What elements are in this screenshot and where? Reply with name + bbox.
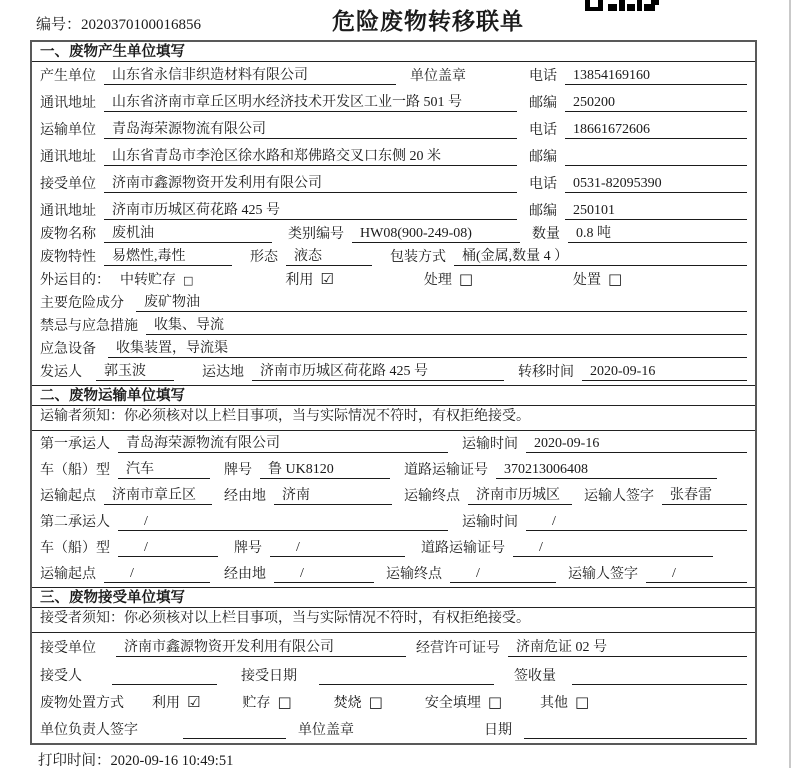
plate2-value: / xyxy=(270,540,405,557)
permit1-value: 370213006408 xyxy=(496,462,717,479)
permit1-label: 道路运输证号 xyxy=(404,463,488,478)
row-transporter xyxy=(32,116,755,143)
vehicle1-label: 车（船）型 xyxy=(40,463,110,478)
vehicle2-value: / xyxy=(118,540,218,557)
addr2-value: 山东省青岛市李沧区徐水路和郑佛路交叉口东侧 20 米 xyxy=(104,145,517,166)
addr3-value: 济南市历城区荷花路 425 号 xyxy=(104,199,517,220)
packaging-label: 包装方式 xyxy=(390,250,446,265)
sign-date-value xyxy=(524,723,747,739)
option-dispose xyxy=(573,269,622,289)
sign2-value: / xyxy=(646,566,747,583)
start1-label: 运输起点 xyxy=(40,489,96,504)
qr-code-fragment-icon xyxy=(585,0,659,11)
zip3-label: 邮编 xyxy=(529,204,557,219)
accept-person-value xyxy=(112,669,217,685)
row-producer xyxy=(32,62,755,89)
producer-label: 产生单位 xyxy=(40,69,96,84)
plate1-value: 鲁 UK8120 xyxy=(260,458,390,479)
equipment-value: 收集装置，导流渠 xyxy=(108,337,747,358)
license-label: 经营许可证号 xyxy=(416,641,500,656)
shipper-value: 郭玉波 xyxy=(96,360,174,381)
row-second-carrier xyxy=(32,509,755,535)
addr3-label: 通讯地址 xyxy=(40,204,96,219)
zip2-label: 邮编 xyxy=(529,150,557,165)
section1-header: 一、废物产生单位填写 xyxy=(32,42,755,62)
form-label: 形态 xyxy=(250,250,278,265)
equipment-label: 应急设备 xyxy=(40,342,96,357)
hazard-value: 废矿物油 xyxy=(136,291,747,312)
manager-sign-label: 单位负责人签字 xyxy=(40,723,138,738)
form-value: 液态 xyxy=(286,245,372,266)
waste-name-label: 废物名称 xyxy=(40,227,96,242)
row-route2 xyxy=(32,561,755,587)
row-manager-signature xyxy=(32,716,755,743)
shipper-label: 发运人 xyxy=(40,365,82,380)
receiver-notice xyxy=(32,608,755,633)
time1-label: 运输时间 xyxy=(462,437,518,452)
plate1-label: 牌号 xyxy=(224,463,252,478)
accepting-unit-value: 济南市鑫源物资开发利用有限公司 xyxy=(116,636,406,657)
checkbox-icon: □ xyxy=(183,274,194,287)
addr2-label: 通讯地址 xyxy=(40,150,96,165)
accept-date-label: 接受日期 xyxy=(241,669,297,684)
time1-value: 2020-09-16 xyxy=(526,436,747,453)
checkbox-icon: □ xyxy=(277,693,292,711)
option-disposal-utilize xyxy=(152,692,200,712)
addr1-value: 山东省济南市章丘区明水经济技术开发区工业一路 501 号 xyxy=(104,91,517,112)
accept-date-value xyxy=(319,669,494,685)
taboo-label: 禁忌与应急措施 xyxy=(40,319,138,334)
accept-person-label: 接受人 xyxy=(40,669,82,684)
phone1-value: 13854169160 xyxy=(565,68,747,85)
packaging-value: 桶(金属,数量 4 ） xyxy=(454,245,747,266)
signed-qty-label: 签收量 xyxy=(514,669,556,684)
serial-number-value: 2020370100016856 xyxy=(81,17,202,33)
transporter-value: 青岛海荣源物流有限公司 xyxy=(104,118,517,139)
sign1-label: 运输人签字 xyxy=(584,489,654,504)
purpose-label: 外运目的： xyxy=(40,273,110,288)
manager-sign-value xyxy=(183,723,286,739)
row-accepting-unit xyxy=(32,633,755,661)
option-disposal-store xyxy=(242,692,291,712)
option-utilize-label: 利用 xyxy=(285,273,314,288)
time2-value: / xyxy=(526,514,747,531)
option-disposal-incinerate-label: 焚烧 xyxy=(333,696,362,711)
checkbox-icon: □ xyxy=(458,270,474,288)
via1-value: 济南 xyxy=(274,484,392,505)
vehicle2-label: 车（船）型 xyxy=(40,541,110,556)
transfer-time-value: 2020-09-16 xyxy=(582,364,747,381)
row-first-carrier xyxy=(32,431,755,457)
option-disposal-utilize-label: 利用 xyxy=(152,696,180,711)
transporter-notice xyxy=(32,406,755,431)
receiver-value: 济南市鑫源物资开发利用有限公司 xyxy=(104,172,517,193)
option-disposal-store-label: 贮存 xyxy=(242,696,271,711)
category-label: 类别编号 xyxy=(288,227,344,242)
print-time-label: 打印时间： xyxy=(38,753,111,769)
zip1-label: 邮编 xyxy=(529,96,557,111)
option-transit-storage xyxy=(120,269,193,289)
license-value: 济南危证 02 号 xyxy=(508,636,747,657)
permit2-label: 道路运输证号 xyxy=(421,541,505,556)
checkbox-icon: □ xyxy=(487,693,503,711)
receiver-notice-text: 接受者须知：你必须核对以上栏目事项，当与实际情况不符时，有权拒绝接受。 xyxy=(40,611,530,626)
zip3-value: 250101 xyxy=(565,203,747,220)
section2-header: 二、废物运输单位填写 xyxy=(32,385,755,406)
addr1-label: 通讯地址 xyxy=(40,96,96,111)
plate2-label: 牌号 xyxy=(234,541,262,556)
transfer-time-label: 转移时间 xyxy=(518,365,574,380)
carrier1-value: 青岛海荣源物流有限公司 xyxy=(118,432,448,453)
end2-value: / xyxy=(450,566,556,583)
carrier1-label: 第一承运人 xyxy=(40,437,110,452)
zip2-value xyxy=(565,150,747,166)
row-shipper xyxy=(32,362,755,385)
start2-label: 运输起点 xyxy=(40,567,96,582)
manifest-form-table xyxy=(30,40,757,745)
end1-value: 济南市历城区 xyxy=(468,484,572,505)
taboo-value: 收集、导流 xyxy=(146,314,747,335)
row-receiver xyxy=(32,170,755,197)
phone2-value: 18661672606 xyxy=(565,122,747,139)
option-utilize xyxy=(285,269,333,289)
row-route1 xyxy=(32,483,755,509)
option-disposal-landfill xyxy=(425,692,502,712)
row-producer-address xyxy=(32,89,755,116)
option-dispose-label: 处置 xyxy=(573,273,602,288)
start1-value: 济南市章丘区 xyxy=(104,484,212,505)
page-title: 危险废物转移联单 xyxy=(332,9,524,34)
checkbox-icon: ☑ xyxy=(320,270,334,288)
phone1-label: 电话 xyxy=(529,69,557,84)
signed-qty-value xyxy=(572,669,747,685)
row-disposal-method xyxy=(32,689,755,716)
waste-name-value: 废机油 xyxy=(104,222,272,243)
accepting-unit-label: 接受单位 xyxy=(40,641,96,656)
disposal-label: 废物处置方式 xyxy=(40,696,124,711)
carrier2-value: / xyxy=(118,514,448,531)
option-disposal-other-label: 其他 xyxy=(540,696,569,711)
permit2-value: / xyxy=(513,540,713,557)
checkbox-icon: □ xyxy=(575,693,590,711)
row-transporter-address xyxy=(32,143,755,170)
destination-label: 运达地 xyxy=(202,365,244,380)
hazard-label: 主要危险成分 xyxy=(40,296,124,311)
start2-value: / xyxy=(104,566,210,583)
option-disposal-other xyxy=(540,692,589,712)
category-value: HW08(900-249-08) xyxy=(352,226,520,243)
checkbox-icon: □ xyxy=(368,693,383,711)
via1-label: 经由地 xyxy=(224,489,266,504)
receiver-label: 接受单位 xyxy=(40,177,96,192)
end1-label: 运输终点 xyxy=(404,489,460,504)
print-time-line xyxy=(38,749,233,770)
phone2-label: 电话 xyxy=(529,123,557,138)
option-treat xyxy=(424,269,473,289)
option-disposal-incinerate xyxy=(334,692,383,712)
producer-value: 山东省永信非织造材料有限公司 xyxy=(104,64,396,85)
transporter-label: 运输单位 xyxy=(40,123,96,138)
row-vehicle1 xyxy=(32,457,755,483)
row-taboo-measures xyxy=(32,316,755,339)
checkbox-icon: ☑ xyxy=(187,693,201,711)
row-transfer-purpose xyxy=(32,270,755,293)
option-treat-label: 处理 xyxy=(423,273,452,288)
option-transit-storage-label: 中转贮存 xyxy=(120,273,176,288)
character-value: 易燃性,毒性 xyxy=(104,245,232,266)
unit-seal-label: 单位盖章 xyxy=(410,69,466,84)
row-hazard-component xyxy=(32,293,755,316)
row-emergency-equipment xyxy=(32,339,755,362)
row-receiver-address xyxy=(32,197,755,224)
zip1-value: 250200 xyxy=(565,95,747,112)
sign2-label: 运输人签字 xyxy=(568,567,638,582)
via2-label: 经由地 xyxy=(224,567,266,582)
section3-header: 三、废物接受单位填写 xyxy=(32,587,755,608)
sign1-value: 张春雷 xyxy=(662,484,747,505)
row-accept-person xyxy=(32,661,755,689)
end2-label: 运输终点 xyxy=(386,567,442,582)
phone3-value: 0531-82095390 xyxy=(565,176,747,193)
page-right-edge xyxy=(789,0,791,768)
checkbox-icon: □ xyxy=(608,270,623,288)
option-disposal-landfill-label: 安全填埋 xyxy=(424,696,481,711)
serial-number-line xyxy=(36,13,201,34)
quantity-value: 0.8 吨 xyxy=(568,222,747,243)
row-vehicle2 xyxy=(32,535,755,561)
unit-seal2-label: 单位盖章 xyxy=(298,723,354,738)
carrier2-label: 第二承运人 xyxy=(40,515,110,530)
vehicle1-value: 汽车 xyxy=(118,458,210,479)
row-waste-name xyxy=(32,224,755,247)
serial-number-label: 编号： xyxy=(36,17,82,33)
destination-value: 济南市历城区荷花路 425 号 xyxy=(252,360,504,381)
row-waste-character xyxy=(32,247,755,270)
phone3-label: 电话 xyxy=(529,177,557,192)
sign-date-label: 日期 xyxy=(484,723,512,738)
character-label: 废物特性 xyxy=(40,250,96,265)
quantity-label: 数量 xyxy=(532,227,560,242)
time2-label: 运输时间 xyxy=(462,515,518,530)
print-time-value: 2020-09-16 10:49:51 xyxy=(110,753,234,769)
transporter-notice-text: 运输者须知：你必须核对以上栏目事项，当与实际情况不符时，有权拒绝接受。 xyxy=(40,409,530,424)
via2-value: / xyxy=(274,566,374,583)
